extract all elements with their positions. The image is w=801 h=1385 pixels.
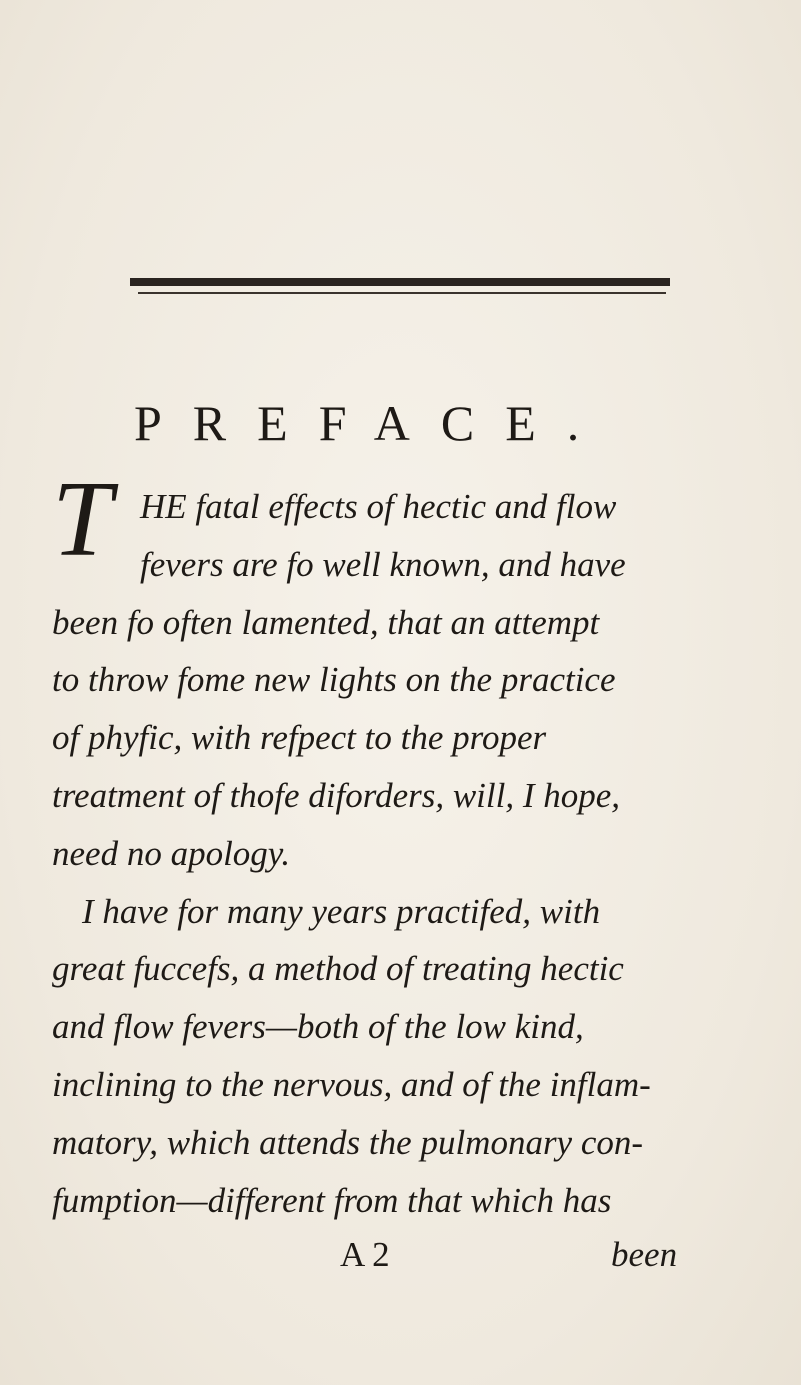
text-line-2: fevers are fo well known, and have: [140, 545, 626, 584]
drop-cap: T: [52, 460, 113, 579]
text-line-8: I have for many years practifed, with: [82, 892, 601, 931]
text-line-3: been fo often lamented, that an attempt: [52, 603, 600, 642]
text-line-6: treatment of thofe diforders, will, I hope,: [52, 776, 621, 815]
text-line-1: HE fatal effects of hectic and flow: [140, 487, 617, 526]
header-rule-thick: [130, 278, 670, 286]
text-line-9: great fuccefs, a method of treating hectic: [52, 949, 624, 988]
page-heading: PREFACE.: [134, 395, 611, 451]
text-line-4: to throw fome new lights on the practice: [52, 660, 616, 699]
catchword: been: [611, 1235, 678, 1274]
text-line-13: fumption—different from that which has: [52, 1181, 612, 1220]
text-line-12: matory, which attends the pulmonary con-: [52, 1123, 644, 1162]
text-line-5: of phyfic, with refpect to the proper: [52, 718, 547, 757]
text-line-7: need no apology.: [52, 834, 291, 873]
text-line-11: inclining to the nervous, and of the inflam-: [52, 1065, 651, 1104]
signature-mark: A 2: [340, 1235, 390, 1274]
header-rule-thin: [138, 292, 666, 294]
text-line-10: and flow fevers—both of the low kind,: [52, 1007, 584, 1046]
